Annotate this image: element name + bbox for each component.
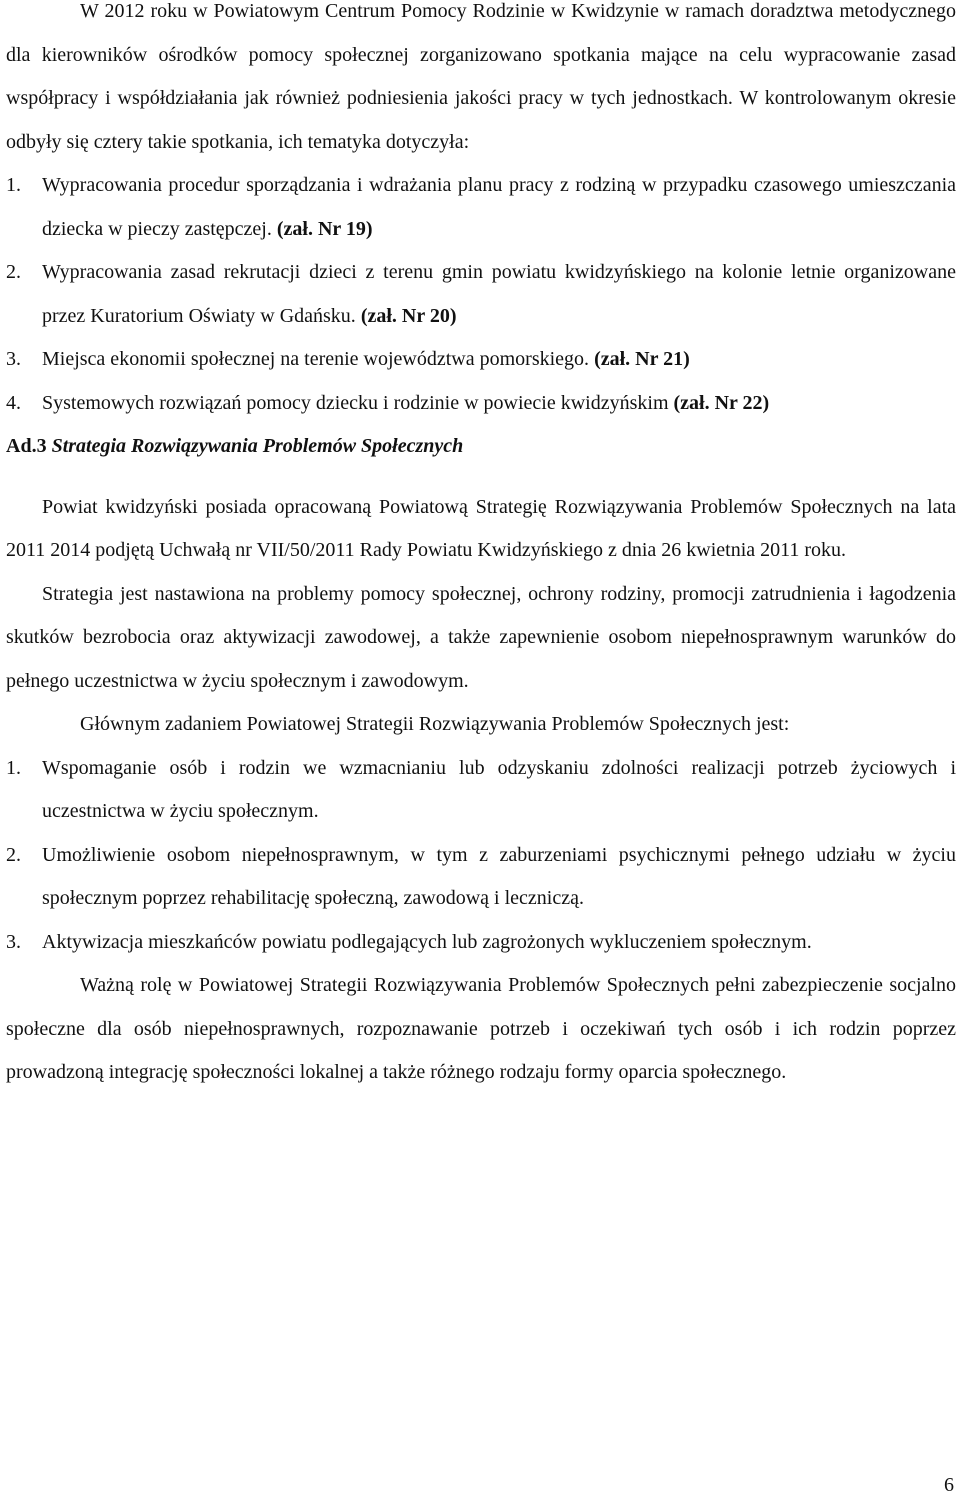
section-prefix: Ad.3 — [6, 435, 47, 457]
list-item-number: 2. — [6, 843, 21, 866]
spacer — [6, 469, 956, 486]
page-number: 6 — [944, 1474, 954, 1496]
list-item-number: 4. — [6, 391, 21, 414]
section-title: Strategia Rozwiązywania Problemów Społecznych — [51, 435, 464, 457]
list-item — [6, 251, 956, 338]
list-item-text: Aktywizacja mieszkańców powiatu podlegających lub zagrożonych wykluczeniem społecznym. — [42, 930, 812, 953]
section-heading — [6, 425, 956, 469]
list-item-text: Umożliwienie osobom niepełnosprawnym, w tym z zaburzeniami psychicznymi pełnego udziału w życiu społecznym poprzez rehabilitację społeczną, zawodową i leczniczą. — [42, 843, 956, 909]
attachment-ref: (zał. Nr 20) — [360, 304, 457, 327]
attachment-ref: (zał. Nr 19) — [276, 217, 373, 240]
list-item-text: Wypracowania procedur sporządzania i wdrażania planu pracy z rodziną w przypadku czasowego umieszczania dziecka w pieczy zastępczej. — [42, 174, 956, 240]
list-item-number: 3. — [6, 930, 21, 953]
attachment-ref: (zał. Nr 22) — [673, 391, 770, 414]
list-item-number: 2. — [6, 261, 21, 283]
strategy-paragraph-3: Głównym zadaniem Powiatowej Strategii Rozwiązywania Problemów Społecznych jest: — [80, 713, 790, 735]
document-page — [6, 0, 956, 1095]
list-item — [6, 747, 956, 834]
list-item-number: 3. — [6, 348, 21, 370]
list-item-text: Systemowych rozwiązań pomocy dziecku i rodzinie w powiecie kwidzyńskim — [42, 391, 669, 414]
list-item — [6, 382, 956, 426]
list-item-text: Wypracowania zasad rekrutacji dzieci z terenu gmin powiatu kwidzyńskiego na kolonie letnie organizowane przez Kuratorium Oświaty w Gdańsku. — [42, 261, 956, 327]
closing-paragraph: Ważną rolę w Powiatowej Strategii Rozwiązywania Problemów Społecznych pełni zabezpieczenie socjalno społeczne dla osób niepełnosprawnych, rozpoznawanie potrzeb i oczekiwań tych osób i ich rodzin poprzez prowadzoną integrację społeczności lokalnej a także różnego rodzaju formy oparcia społecznego. — [6, 974, 956, 1083]
list-item — [6, 834, 956, 921]
list-item-number: 1. — [6, 756, 21, 779]
strategy-paragraph-1: Powiat kwidzyński posiada opracowaną Powiatową Strategię Rozwiązywania Problemów Społecznych na lata 2011 2014 podjętą Uchwałą nr VII/50/2011 Rady Powiatu Kwidzyńskiego z dnia 26 kwietnia 2011 roku. — [6, 495, 956, 561]
list-item — [6, 921, 956, 965]
strategy-goals-list — [6, 747, 956, 965]
strategy-paragraph-2: Strategia jest nastawiona na problemy pomocy społecznej, ochrony rodziny, promocji zatrudnienia i łagodzenia skutków bezrobocia oraz aktywizacji zawodowej, a także zapewnienie osobom niepełnosprawnym warunków do pełnego uczestnictwa w życiu społecznym i zawodowym. — [6, 582, 956, 692]
list-item — [6, 338, 956, 382]
list-item-text: Wspomaganie osób i rodzin we wzmacnianiu lub odzyskaniu zdolności realizacji potrzeb życiowych i uczestnictwa w życiu społecznym. — [42, 756, 956, 822]
attachment-ref: (zał. Nr 21) — [594, 348, 690, 370]
list-item — [6, 164, 956, 251]
intro-paragraph: W 2012 roku w Powiatowym Centrum Pomocy Rodzinie w Kwidzynie w ramach doradztwa metodycznego dla kierowników ośrodków pomocy społecznej zorganizowano spotkania mające na celu wypracowanie zasad współpracy i współdziałania jak również podniesienia jakości pracy w tych jednostkach. W kontrolowanym okresie odbyły się cztery takie spotkania, ich tematyka dotyczyła: — [6, 0, 956, 153]
meeting-topics-list — [6, 164, 956, 425]
list-item-text: Miejsca ekonomii społecznej na terenie województwa pomorskiego. — [42, 348, 590, 370]
list-item-number: 1. — [6, 174, 21, 196]
